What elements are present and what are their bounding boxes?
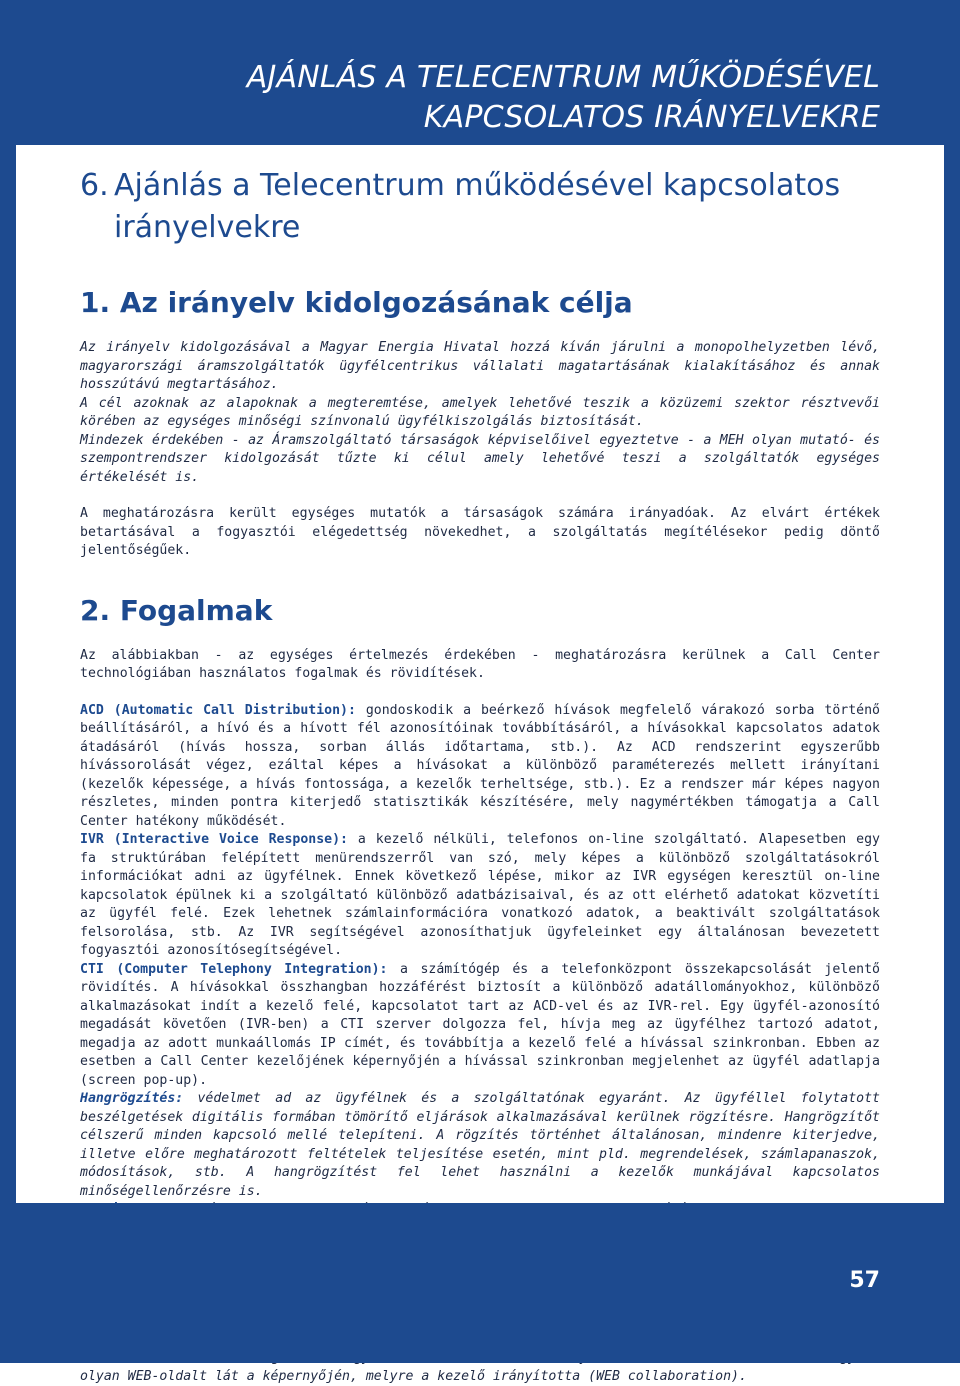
section-1-paragraph-2: A cél azoknak az alapoknak a megteremtése, amelyek lehetővé teszik a közüzemi szektor résztvevői körében az egységes minőségi színvonalú ügyfélkiszolgálás biztosítását. [80, 395, 880, 432]
section-2-title: 2. Fogalmak [80, 593, 880, 629]
term-ivr: IVR (Interactive Voice Response): [80, 832, 348, 847]
term-hangrogzites: Hangrögzítés: [80, 1091, 183, 1106]
chapter-title [80, 165, 880, 249]
definition-acd-text: gondoskodik a beérkező hívások megfelelő várakozó sorba történő beállításáról, a hívó és a hívott fél azonosítóinak továbbításáról, a hívásokkal kapcsolatos adatok átadásáról (hívás hossza, sorban állás időtartama, stb.). Az ACD rendszerint egyszerűbb hívássorolását végez, ezáltal képes a hívásokat a különböző paraméterezés mellett irányítani (kezelők képessége, a hívás fontossága, a kezelők terheltsége, stb.). Ez a rendszer már képes nagyon részletes, minden pontra kiterjedő statisztikák készítésére, mely nagymértékben támogatja a Call Center hatékony működését. [80, 703, 880, 829]
definition-cti-text: a számítógép és a telefonközpont összekapcsolását jelentő rövidítés. A hívásokkal összhangban hozzáférést biztosít a különböző adatállományokhoz, különböző alkalmazásokat indít a kezelő felé, kapcsolatot tart az ACD-vel és az IVR-rel. Egy ügyfél-azonosító megadását követően (IVR-ben) a CTI szerver dolgozza fel, hívja meg az ügyfélhez tartozó adatot, megadja az adott munkaállomás IP címét, és továbbítja a kezelő felé a hívással szinkronban. Ebben az esetben a Call Center kezelőjének képernyőjén a hívással szinkronban megjelenhet az ügyfél adatlapja (screen pop-up). [80, 962, 880, 1088]
chapter-number: 6. [80, 165, 114, 207]
footer-band [0, 1203, 960, 1363]
page-number: 57 [849, 1268, 880, 1293]
chapter-title-line1: Ajánlás a Telecentrum működésével kapcsolatos [114, 168, 840, 203]
term-cti: CTI (Computer Telephony Integration): [80, 962, 387, 977]
definition-ivr [80, 831, 880, 961]
definition-acd [80, 702, 880, 832]
definition-hangrogzites [80, 1090, 880, 1201]
chapter-title-line2: irányelvekre [80, 207, 880, 249]
section-1-paragraph-1: Az irányelv kidolgozásával a Magyar Energia Hivatal hozzá kíván járulni a monopolhelyzetben lévő, magyarországi áramszolgáltatók ügyfélcentrikus vállalati magatartásának kialakításához és annak hosszútávú megtartásához. [80, 339, 880, 395]
section-1-paragraph-3: Mindezek érdekében - az Áramszolgáltató társaságok képviselőivel egyeztetve - a MEH olyan mutató- és szempontrendszer kidolgozását tűzte ki célul amely lehetővé teszi a szolgáltatók egységes értékelését is. [80, 432, 880, 488]
running-header-line2: KAPCSOLATOS IRÁNYELVEKRE [247, 98, 880, 138]
definition-ivr-text: a kezelő nélküli, telefonos on-line szolgáltató. Alapesetben egy fa struktúrában felépített menürendszerről van szó, mely képes a különböző szolgáltatásokról információkat adni az ügyfélnek. Ennek következő lépése, mikor az IVR egységen keresztül on-line kapcsolatok épülnek ki a szolgáltató különböző adatbázisaival, és az ott elérhető adatokat közvetíti az ügyfél felé. Ezek lehetnek számlainformációra vonatkozó adatok, a beaktivált szolgáltatások felsorolása, stb. Az IVR segítségével azonosíthatjuk ügyfeleinket egy általánosan bevezetett fogyasztói azonosítósegítségével. [80, 832, 880, 958]
section-2-intro: Az alábbiakban - az egységes értelmezés érdekében - meghatározásra kerülnek a Call Center technológiában használatos fogalmak és rövidítések. [80, 647, 880, 684]
definition-hangrogzites-text: védelmet ad az ügyfélnek és a szolgáltatónak egyaránt. Az ügyféllel folytatott beszélgetések digitális formában tömörítő eljárások alkalmazásával kerülnek rögzítésre. Hangrögzítőt célszerű minden kapcsoló mellé telepíteni. A rögzítés történhet általánosan, mindenre kiterjedve, illetve előre meghatározott feltételek teljesítése esetén, mint pld. megrendelések, számlapanaszok, módosítások, stb. A hangrögzítést fel lehet használni a kezelők munkájával kapcsolatos minőségellenőrzésre is. [80, 1091, 880, 1199]
section-1-title: 1. Az irányelv kidolgozásának célja [80, 285, 880, 321]
definition-cti [80, 961, 880, 1091]
term-acd: ACD (Automatic Call Distribution): [80, 703, 356, 718]
running-header [247, 58, 880, 138]
running-header-line1: AJÁNLÁS A TELECENTRUM MŰKÖDÉSÉVEL [247, 58, 880, 98]
section-1-paragraph-4: A meghatározásra került egységes mutatók a társaságok számára irányadóak. Az elvárt értékek betartásával a fogyasztói elégedettség növekedhet, a szolgáltatás megítélésekor pedig döntő jelentőségűek. [80, 505, 880, 561]
definition-web-call-text: olyan WEB-oldalt lát a képernyőjén, melyre a kezelő irányította (WEB collaboration). [80, 1295, 880, 1384]
